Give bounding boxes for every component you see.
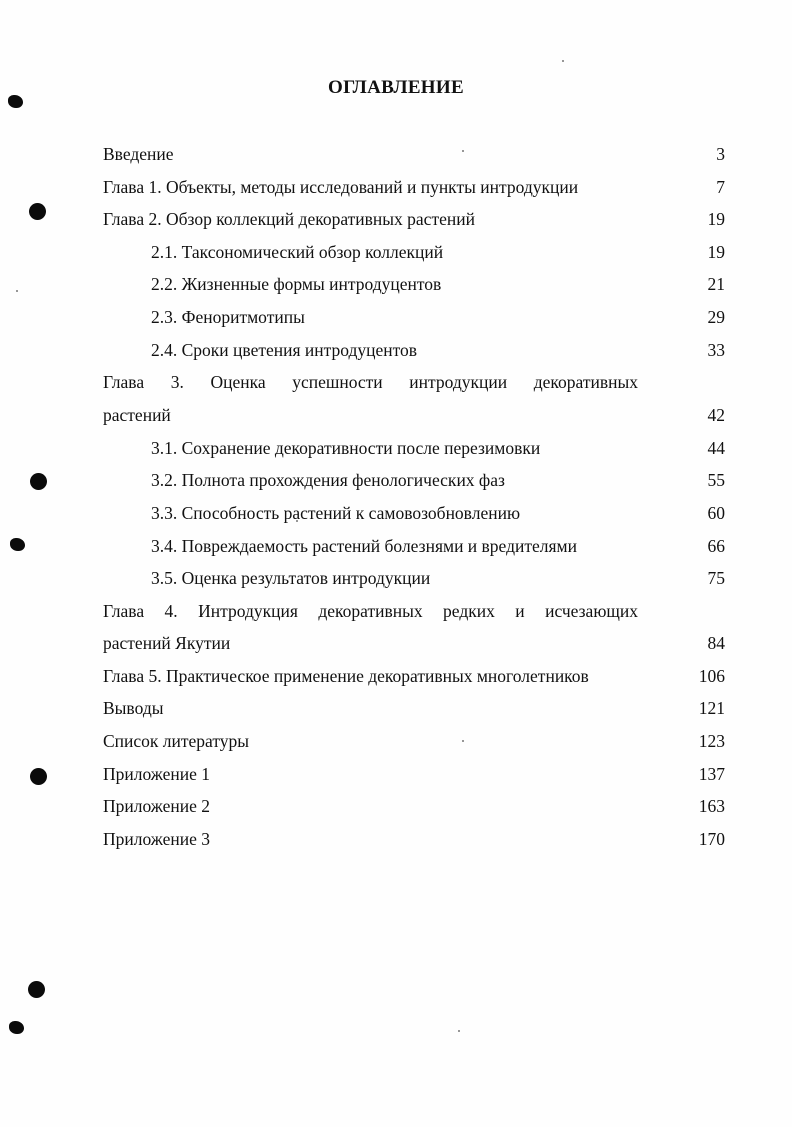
toc-entry-text: 2.3. Феноритмотипы [151, 307, 305, 327]
toc-entry-text: Глава 1. Объекты, методы исследований и пункты интродукции [103, 177, 579, 197]
toc-entry-text: Глава 3. Оценка успешности интродукции декоративных [103, 372, 638, 392]
toc-entry-text: Выводы [103, 698, 164, 718]
toc-entry-page: 42 [707, 405, 725, 425]
scan-speck [462, 150, 464, 152]
toc-entry-page: 29 [707, 307, 725, 327]
punch-hole [30, 768, 47, 785]
punch-hole [10, 538, 25, 551]
toc-entry-page: 44 [707, 438, 725, 458]
scan-speck [458, 1030, 460, 1032]
scan-speck [462, 740, 464, 742]
toc-entry-text-continued: растений [103, 405, 171, 425]
toc-entry-text: 3.2. Полнота прохождения фенологических фаз [151, 470, 505, 490]
toc-entry-page: 19 [707, 242, 725, 262]
punch-hole [9, 1021, 24, 1034]
toc-entry-page: 123 [698, 731, 725, 751]
toc-entry-text: Приложение 3 [103, 829, 211, 849]
toc-entry-page: 121 [698, 698, 725, 718]
toc-entry-page: 106 [698, 666, 725, 686]
toc-entry-text: Глава 2. Обзор коллекций декоративных растений [103, 209, 475, 229]
toc-entry-page: 33 [707, 340, 725, 360]
page-title: ОГЛАВЛЕНИЕ [328, 77, 464, 98]
toc-entry-page: 75 [707, 568, 725, 588]
toc-entry-text: 3.5. Оценка результатов интродукции [151, 568, 431, 588]
scan-speck [562, 60, 564, 62]
toc-entry-text: 3.3. Способность растений к самовозобновлению [151, 503, 521, 523]
toc-entry-text: Приложение 1 [103, 764, 211, 784]
toc-entry-text: 3.4. Повреждаемость растений болезнями и вредителями [151, 536, 577, 556]
toc-entry-page: 55 [707, 470, 725, 490]
toc-entry-page: 19 [707, 209, 725, 229]
punch-hole [28, 981, 45, 998]
toc-entry-text: 3.1. Сохранение декоративности после перезимовки [151, 438, 541, 458]
toc-entry-text-continued: растений Якутии [103, 633, 231, 653]
toc-entry-text: Глава 4. Интродукция декоративных редких и исчезающих [103, 601, 638, 621]
toc-entry-page: 60 [707, 503, 725, 523]
toc-entry-text: Введение [103, 144, 174, 164]
toc-entry-page: 137 [698, 764, 725, 784]
toc-entry-page: 21 [707, 274, 725, 294]
toc-entry-page: 3 [716, 144, 725, 164]
toc-entry-text: Глава 5. Практическое применение декоративных многолетников [103, 666, 589, 686]
punch-hole [30, 473, 47, 490]
punch-hole [29, 203, 46, 220]
toc-entry-text: Список литературы [103, 731, 250, 751]
toc-entry-page: 66 [707, 536, 725, 556]
toc-entry-page: 163 [698, 796, 725, 816]
toc-entry-page: 7 [716, 177, 725, 197]
toc-entry-text: Приложение 2 [103, 796, 211, 816]
toc-entry-text: 2.1. Таксономический обзор коллекций [151, 242, 444, 262]
toc-entry-page: 170 [698, 829, 725, 849]
toc-entry-text: 2.4. Сроки цветения интродуцентов [151, 340, 418, 360]
toc-entry-page: 84 [707, 633, 725, 653]
toc-entry-text: 2.2. Жизненные формы интродуцентов [151, 274, 442, 294]
scan-speck [16, 290, 18, 292]
